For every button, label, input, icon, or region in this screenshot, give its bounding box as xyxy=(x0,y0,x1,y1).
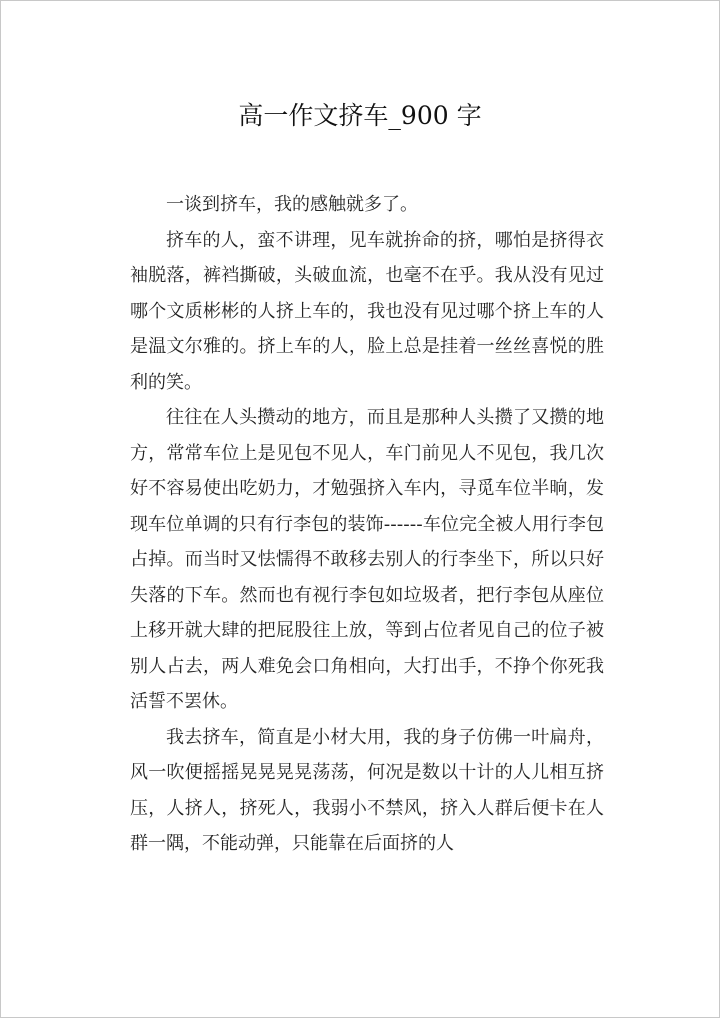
document-title: 高一作文挤车_900 字 xyxy=(238,101,482,130)
document-body xyxy=(130,187,604,862)
paragraph: 挤车的人，蛮不讲理，见车就拚命的挤，哪怕是挤得衣袖脱落，裤裆撕破，头破血流，也毫不在乎。我从没有见过哪个文质彬彬的人挤上车的，我也没有见过哪个挤上车的人是温文尔雅的。挤上车的人，脸上总是挂着一丝丝喜悦的胜利的笑。 xyxy=(130,229,604,393)
paragraph: 往往在人头攒动的地方，而且是那种人头攒了又攒的地方，常常车位上是见包不见人，车门前见人不见包，我几次好不容易使出吃奶力，才勉强挤入车内，寻觅车位半晌，发现车位单调的只有行李包的装饰------车位完全被人用行李包占掉。而当时又怯懦得不敢移去别人的行李坐下，所以只好失落的下车。然而也有视行李包如垃圾者，把行李包从座位上移开就大肆的把屁股往上放，等到占位者见自己的位子被别人占去，两人难免会口角相向，大打出手，不挣个你死我活誓不罢休。 xyxy=(130,407,604,712)
paragraph: 一谈到挤车，我的感触就多了。 xyxy=(166,194,418,215)
paragraph: 我去挤车，简直是小材大用，我的身子仿佛一叶扁舟，风一吹便摇摇晃晃晃晃荡荡，何况是数以十计的人儿相互挤压，人挤人，挤死人，我弱小不禁风，挤入人群后便卡在人群一隅，不能动弹，只能靠在后面挤的人 xyxy=(130,726,604,854)
